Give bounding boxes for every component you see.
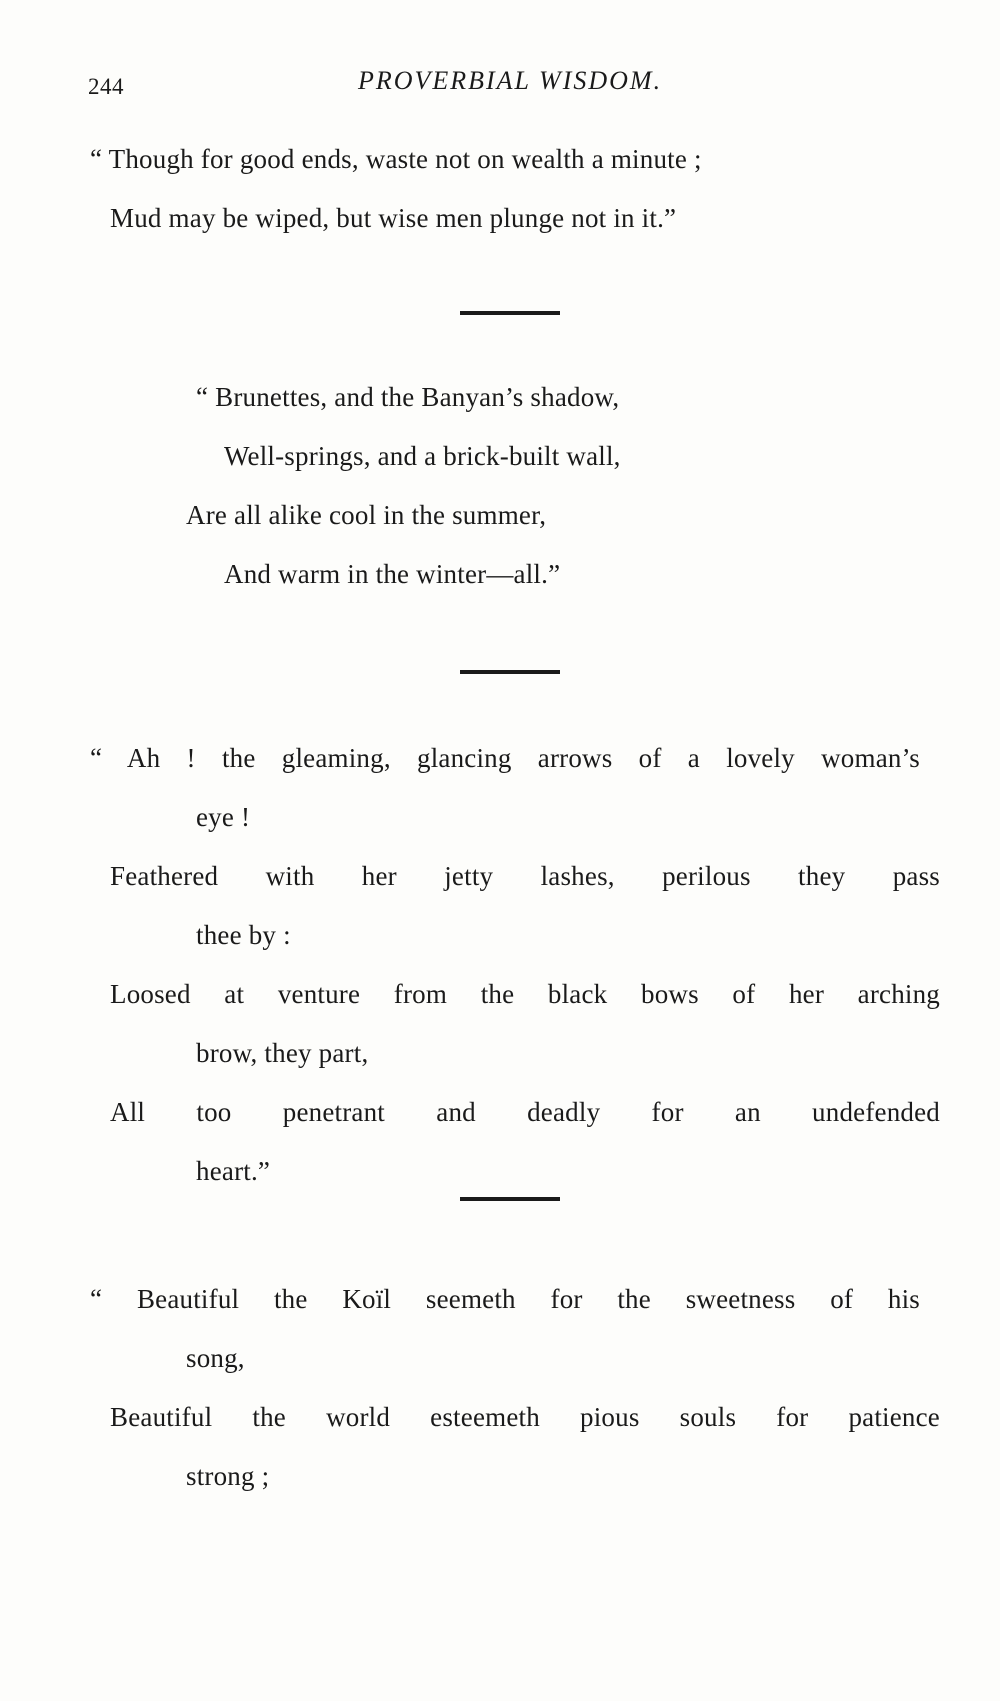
verse-line: Beautiful the world esteemeth pious souls for patience xyxy=(110,1402,940,1432)
verse-block-1 xyxy=(0,130,1000,248)
running-title: PROVERBIAL WISDOM. xyxy=(357,66,663,95)
verse-line: heart.” xyxy=(196,1156,271,1186)
verse-line: And warm in the winter—all.” xyxy=(224,559,561,589)
page-number: 244 xyxy=(88,74,124,99)
verse-line: eye ! xyxy=(196,802,251,832)
rule-line xyxy=(460,670,560,674)
verse-block-3 xyxy=(0,729,1000,1201)
rule-line xyxy=(460,1197,560,1201)
verse-line: Mud may be wiped, but wise men plunge not in it.” xyxy=(110,203,677,233)
verse-line: Feathered with her jetty lashes, perilous they pass xyxy=(110,861,940,891)
verse-line: “ Beautiful the Koïl seemeth for the sweetness of his xyxy=(90,1284,920,1314)
section-rule xyxy=(0,302,1000,320)
verse-line: Are all alike cool in the summer, xyxy=(186,500,547,530)
verse-line: song, xyxy=(186,1343,245,1373)
verse-line: “ Ah ! the gleaming, glancing arrows of a lovely woman’s xyxy=(90,743,920,773)
verse-block-2 xyxy=(0,368,1000,604)
running-head xyxy=(0,66,1000,106)
verse-line: “ Brunettes, and the Banyan’s shadow, xyxy=(196,382,620,412)
verse-line: All too penetrant and deadly for an undefended xyxy=(110,1097,940,1127)
verse-line: thee by : xyxy=(196,920,291,950)
verse-line: Loosed at venture from the black bows of her arching xyxy=(110,979,940,1009)
section-rule xyxy=(0,661,1000,679)
rule-line xyxy=(460,311,560,315)
verse-line: strong ; xyxy=(186,1461,270,1491)
verse-line: “ Though for good ends, waste not on wealth a minute ; xyxy=(90,144,702,174)
verse-line: Well-springs, and a brick-built wall, xyxy=(224,441,621,471)
verse-line: brow, they part, xyxy=(196,1038,369,1068)
verse-block-4 xyxy=(0,1270,1000,1506)
section-rule xyxy=(0,1188,1000,1206)
